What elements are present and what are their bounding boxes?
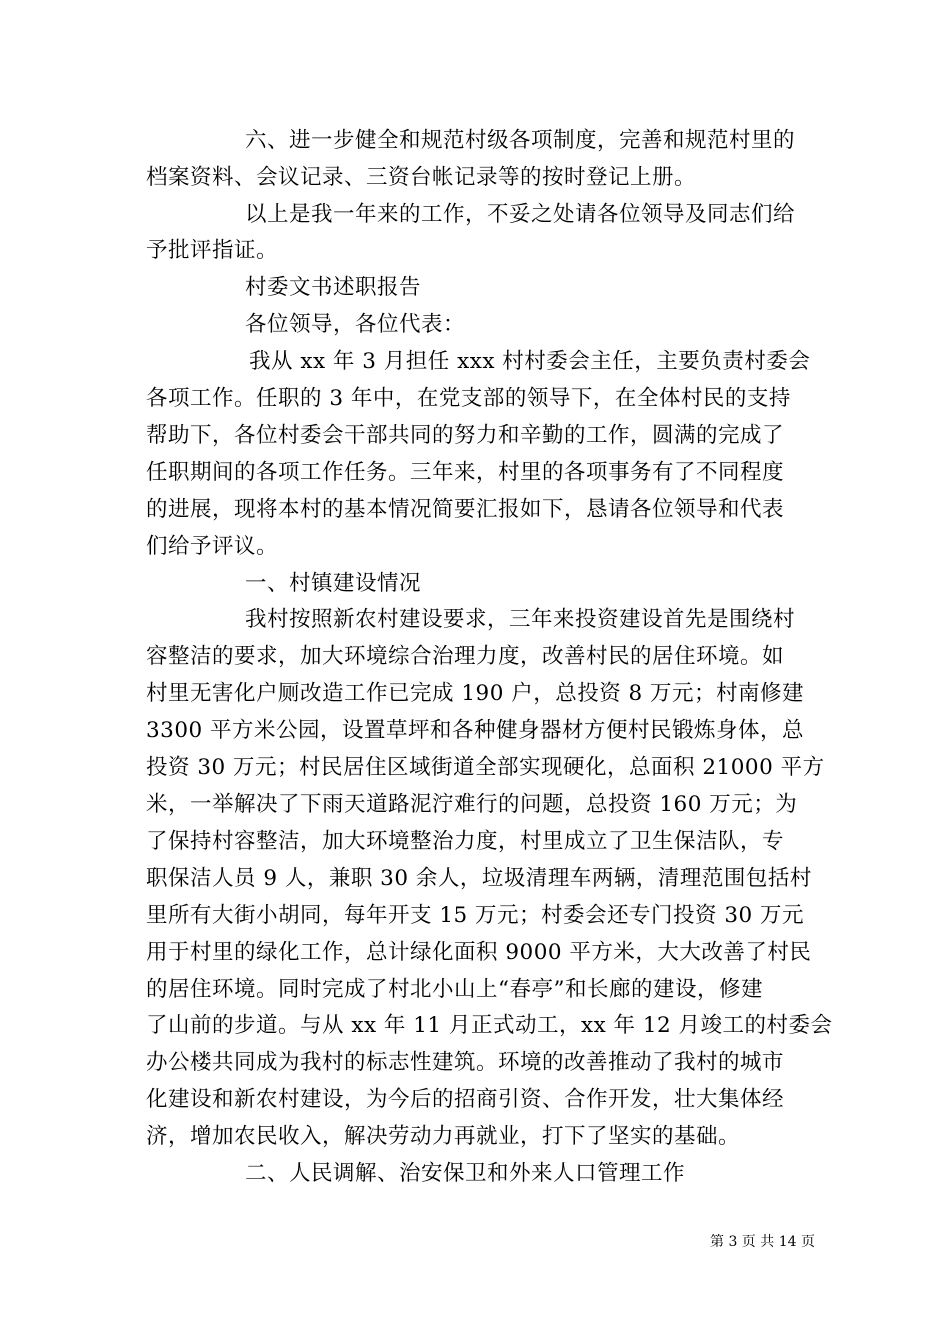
paragraph-line: 里所有大街小胡同，每年开支 15 万元；村委会还专门投资 30 万元 <box>146 903 805 928</box>
paragraph-line: 六、进一步健全和规范村级各项制度，完善和规范村里的 <box>245 128 796 153</box>
paragraph-line: 们给予评议。 <box>146 534 279 559</box>
paragraph-line: 各项工作。任职的 3 年中，在党支部的领导下，在全体村民的支持 <box>146 386 791 411</box>
section-heading: 村委文书述职报告 <box>245 275 422 300</box>
paragraph-line: 予批评指证。 <box>146 238 279 263</box>
paragraph-line: 化建设和新农村建设，为今后的招商引资、合作开发，壮大集体经 <box>146 1087 785 1112</box>
paragraph-line: 了保持村容整洁，加大环境整治力度，村里成立了卫生保洁队，专 <box>146 829 785 854</box>
paragraph-line: 我村按照新农村建设要求，三年来投资建设首先是围绕村 <box>245 607 796 632</box>
section-heading: 一、村镇建设情况 <box>245 571 422 596</box>
paragraph-line: 投资 30 万元；村民居住区域街道全部实现硬化，总面积 21000 平方 <box>146 755 825 780</box>
paragraph-line: 容整洁的要求，加大环境综合治理力度，改善村民的居住环境。如 <box>146 644 785 669</box>
paragraph-line: 我从 xx 年 3 月担任 xxx 村村委会主任，主要负责村委会 <box>249 349 811 374</box>
paragraph-line: 了山前的步道。与从 xx 年 11 月正式动工，xx 年 12 月竣工的村委会 <box>146 1013 833 1038</box>
paragraph-line: 用于村里的绿化工作，总计绿化面积 9000 平方米，大大改善了村民 <box>146 940 812 965</box>
page-number: 第 3 页 共 14 页 <box>710 1234 815 1250</box>
paragraph-line: 职保洁人员 9 人，兼职 30 余人，垃圾清理车两辆，清理范围包括村 <box>146 866 812 891</box>
paragraph-line: 帮助下，各位村委会干部共同的努力和辛勤的工作，圆满的完成了 <box>146 423 785 448</box>
paragraph-line: 的进展，现将本村的基本情况简要汇报如下，恳请各位领导和代表 <box>146 497 785 522</box>
salutation: 各位领导，各位代表： <box>245 312 466 337</box>
paragraph-line: 村里无害化户厕改造工作已完成 190 户，总投资 8 万元；村南修建 <box>146 681 805 706</box>
section-heading: 二、人民调解、治安保卫和外来人口管理工作 <box>245 1161 686 1186</box>
paragraph-line: 以上是我一年来的工作，不妥之处请各位领导及同志们给 <box>245 202 796 227</box>
paragraph-line: 3300 平方米公园，设置草坪和各种健身器材方便村民锻炼身体，总 <box>146 718 805 743</box>
paragraph-line: 任职期间的各项工作任务。三年来，村里的各项事务有了不同程度 <box>146 460 785 485</box>
paragraph-line: 的居住环境。同时完成了村北小山上“春亭”和长廊的建设，修建 <box>146 977 763 1002</box>
paragraph-line: 米，一举解决了下雨天道路泥泞难行的问题，总投资 160 万元；为 <box>146 792 798 817</box>
paragraph-line: 办公楼共同成为我村的标志性建筑。环境的改善推动了我村的城市 <box>146 1050 785 1075</box>
paragraph-line: 档案资料、会议记录、三资台帐记录等的按时登记上册。 <box>146 165 697 190</box>
paragraph-line: 济，增加农民收入，解决劳动力再就业，打下了坚实的基础。 <box>146 1124 741 1149</box>
